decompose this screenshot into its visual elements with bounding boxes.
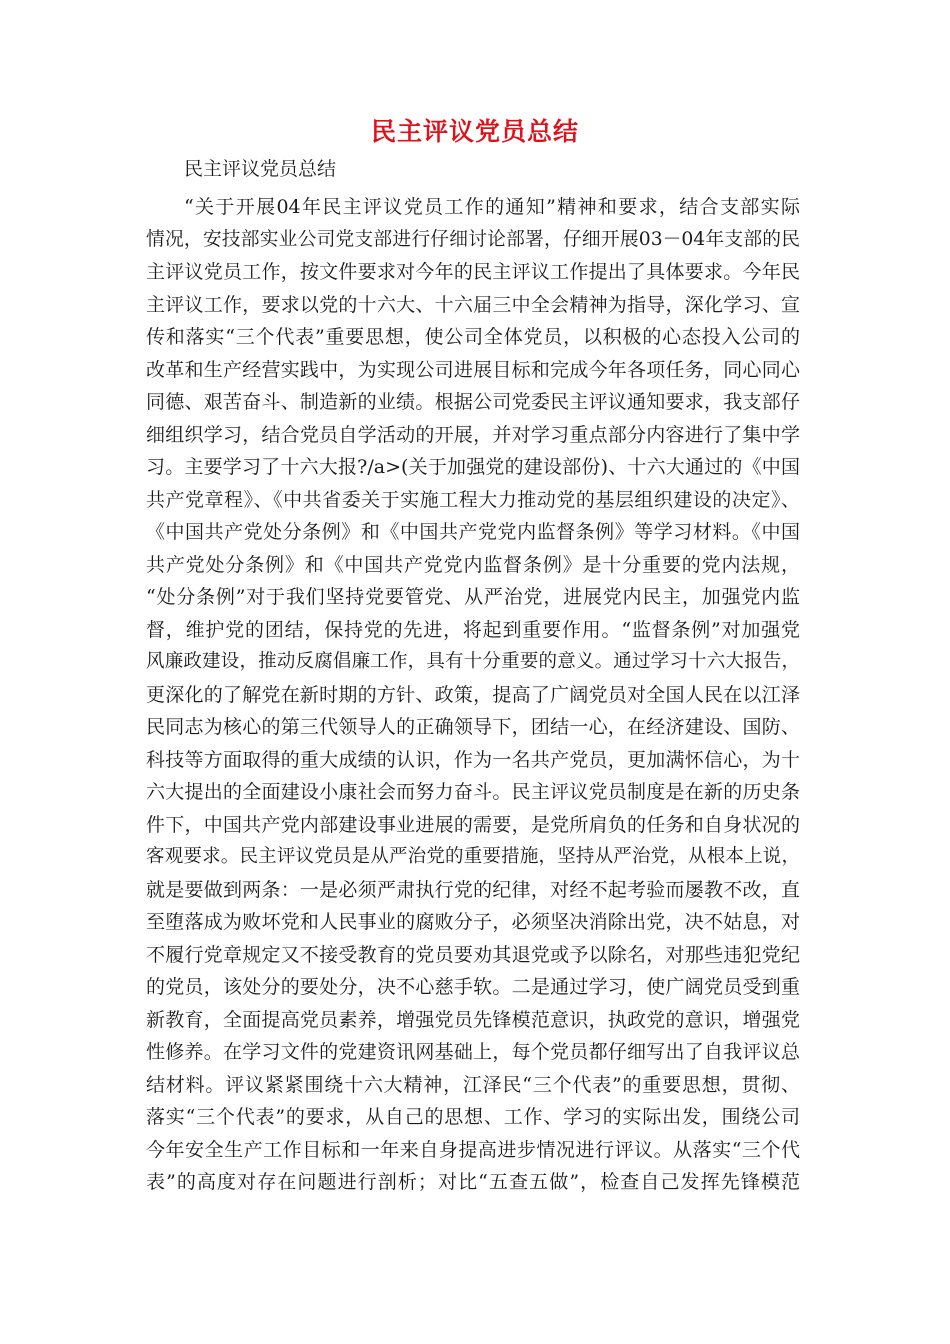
text-line: 同德、艰苦奋斗、制造新的业绩。根据公司党委民主评议通知要求，我支部仔 [146, 391, 800, 413]
text-line: 细组织学习，结合党员自学活动的开展，并对学习重点部分内容进行了集中学 [146, 423, 800, 446]
text-line: “关于开展04年民主评议党员工作的通知”精神和要求，结合支部实际 [184, 196, 800, 218]
text-line: 不履行党章规定又不接受教育的党员要劝其退党或予以除名，对那些违犯党纪 [146, 943, 800, 966]
document-subtitle: 民主评议党员总结 [184, 158, 337, 180]
text-line: 今年安全生产工作目标和一年来自身提高进步情况进行评议。从落实“三个代 [146, 1138, 800, 1161]
text-line: 件下，中国共产党内部建设事业进展的需要，是党所肩负的任务和自身状况的 [146, 813, 800, 836]
text-line: 主评议党员工作，按文件要求对今年的民主评议工作提出了具体要求。今年民 [146, 261, 800, 283]
text-line: 主评议工作，要求以党的十六大、十六届三中全会精神为指导，深化学习、宣 [146, 293, 800, 316]
text-line: 表”的高度对存在问题进行剖析；对比“五查五做”，检查自己发挥先锋模范 [146, 1171, 800, 1193]
body-paragraph [146, 191, 800, 1199]
text-line: 传和落实“三个代表”重要思想，使公司全体党员，以积极的心态投入公司的 [146, 326, 800, 348]
text-line: 性修养。在学习文件的党建资讯网基础上，每个党员都仔细写出了自我评议总 [146, 1041, 800, 1063]
text-line: 新教育，全面提高党员素养，增强党员先锋模范意识，执政党的意识，增强党 [146, 1008, 800, 1031]
text-line: 共产党处分条例》和《中国共产党党内监督条例》是十分重要的党内法规， [146, 553, 800, 576]
text-line: 改革和生产经营实践中，为实现公司进展目标和完成今年各项任务，同心同心 [146, 358, 800, 381]
text-line: 的党员，该处分的要处分，决不心慈手软。二是通过学习，使广阔党员受到重 [146, 976, 800, 998]
text-line: 客观要求。民主评议党员是从严治党的重要措施，坚持从严治党，从根本上说， [146, 846, 800, 867]
text-line: 督，维护党的团结，保持党的先进，将起到重要作用。“监督条例”对加强党 [146, 618, 800, 641]
text-line: 情况，安技部实业公司党支部进行仔细讨论部署，仔细开展03－04年支部的民 [146, 228, 800, 250]
text-line: 至堕落成为败坏党和人民事业的腐败分子，必须坚决消除出党，决不姑息，对 [146, 911, 800, 933]
text-line: “处分条例”对于我们坚持党要管党、从严治党，进展党内民主，加强党内监 [146, 586, 800, 608]
text-line: 风廉政建设，推动反腐倡廉工作，具有十分重要的意义。通过学习十六大报告， [146, 651, 800, 672]
text-line: 《中国共产党处分条例》和《中国共产党党内监督条例》等学习材料。《中国 [146, 521, 800, 543]
text-line: 结材料。评议紧紧围绕十六大精神，江泽民“三个代表”的重要思想，贯彻、 [146, 1073, 800, 1096]
text-line: 就是要做到两条：一是必须严肃执行党的纪律，对经不起考验而屡教不改，直 [146, 878, 800, 901]
text-line: 习。主要学习了十六大报?/a>(关于加强党的建设部份)、十六大通过的《中国 [146, 456, 800, 478]
text-line: 民同志为核心的第三代领导人的正确领导下，团结一心，在经济建设、国防、 [146, 716, 800, 738]
text-line: 落实“三个代表”的要求，从自己的思想、工作、学习的实际出发，围绕公司 [146, 1106, 800, 1128]
text-line: 共产党章程》、《中共省委关于实施工程大力推动党的基层组织建设的决定》、 [146, 488, 800, 511]
text-line: 六大提出的全面建设小康社会而努力奋斗。民主评议党员制度是在新的历史条 [146, 781, 800, 803]
text-line: 更深化的了解党在新时期的方针、政策，提高了广阔党员对全国人民在以江泽 [146, 683, 800, 706]
text-line: 科技等方面取得的重大成绩的认识，作为一名共产党员，更加满怀信心，为十 [146, 748, 800, 771]
page-title: 民主评议党员总结 [370, 117, 579, 146]
